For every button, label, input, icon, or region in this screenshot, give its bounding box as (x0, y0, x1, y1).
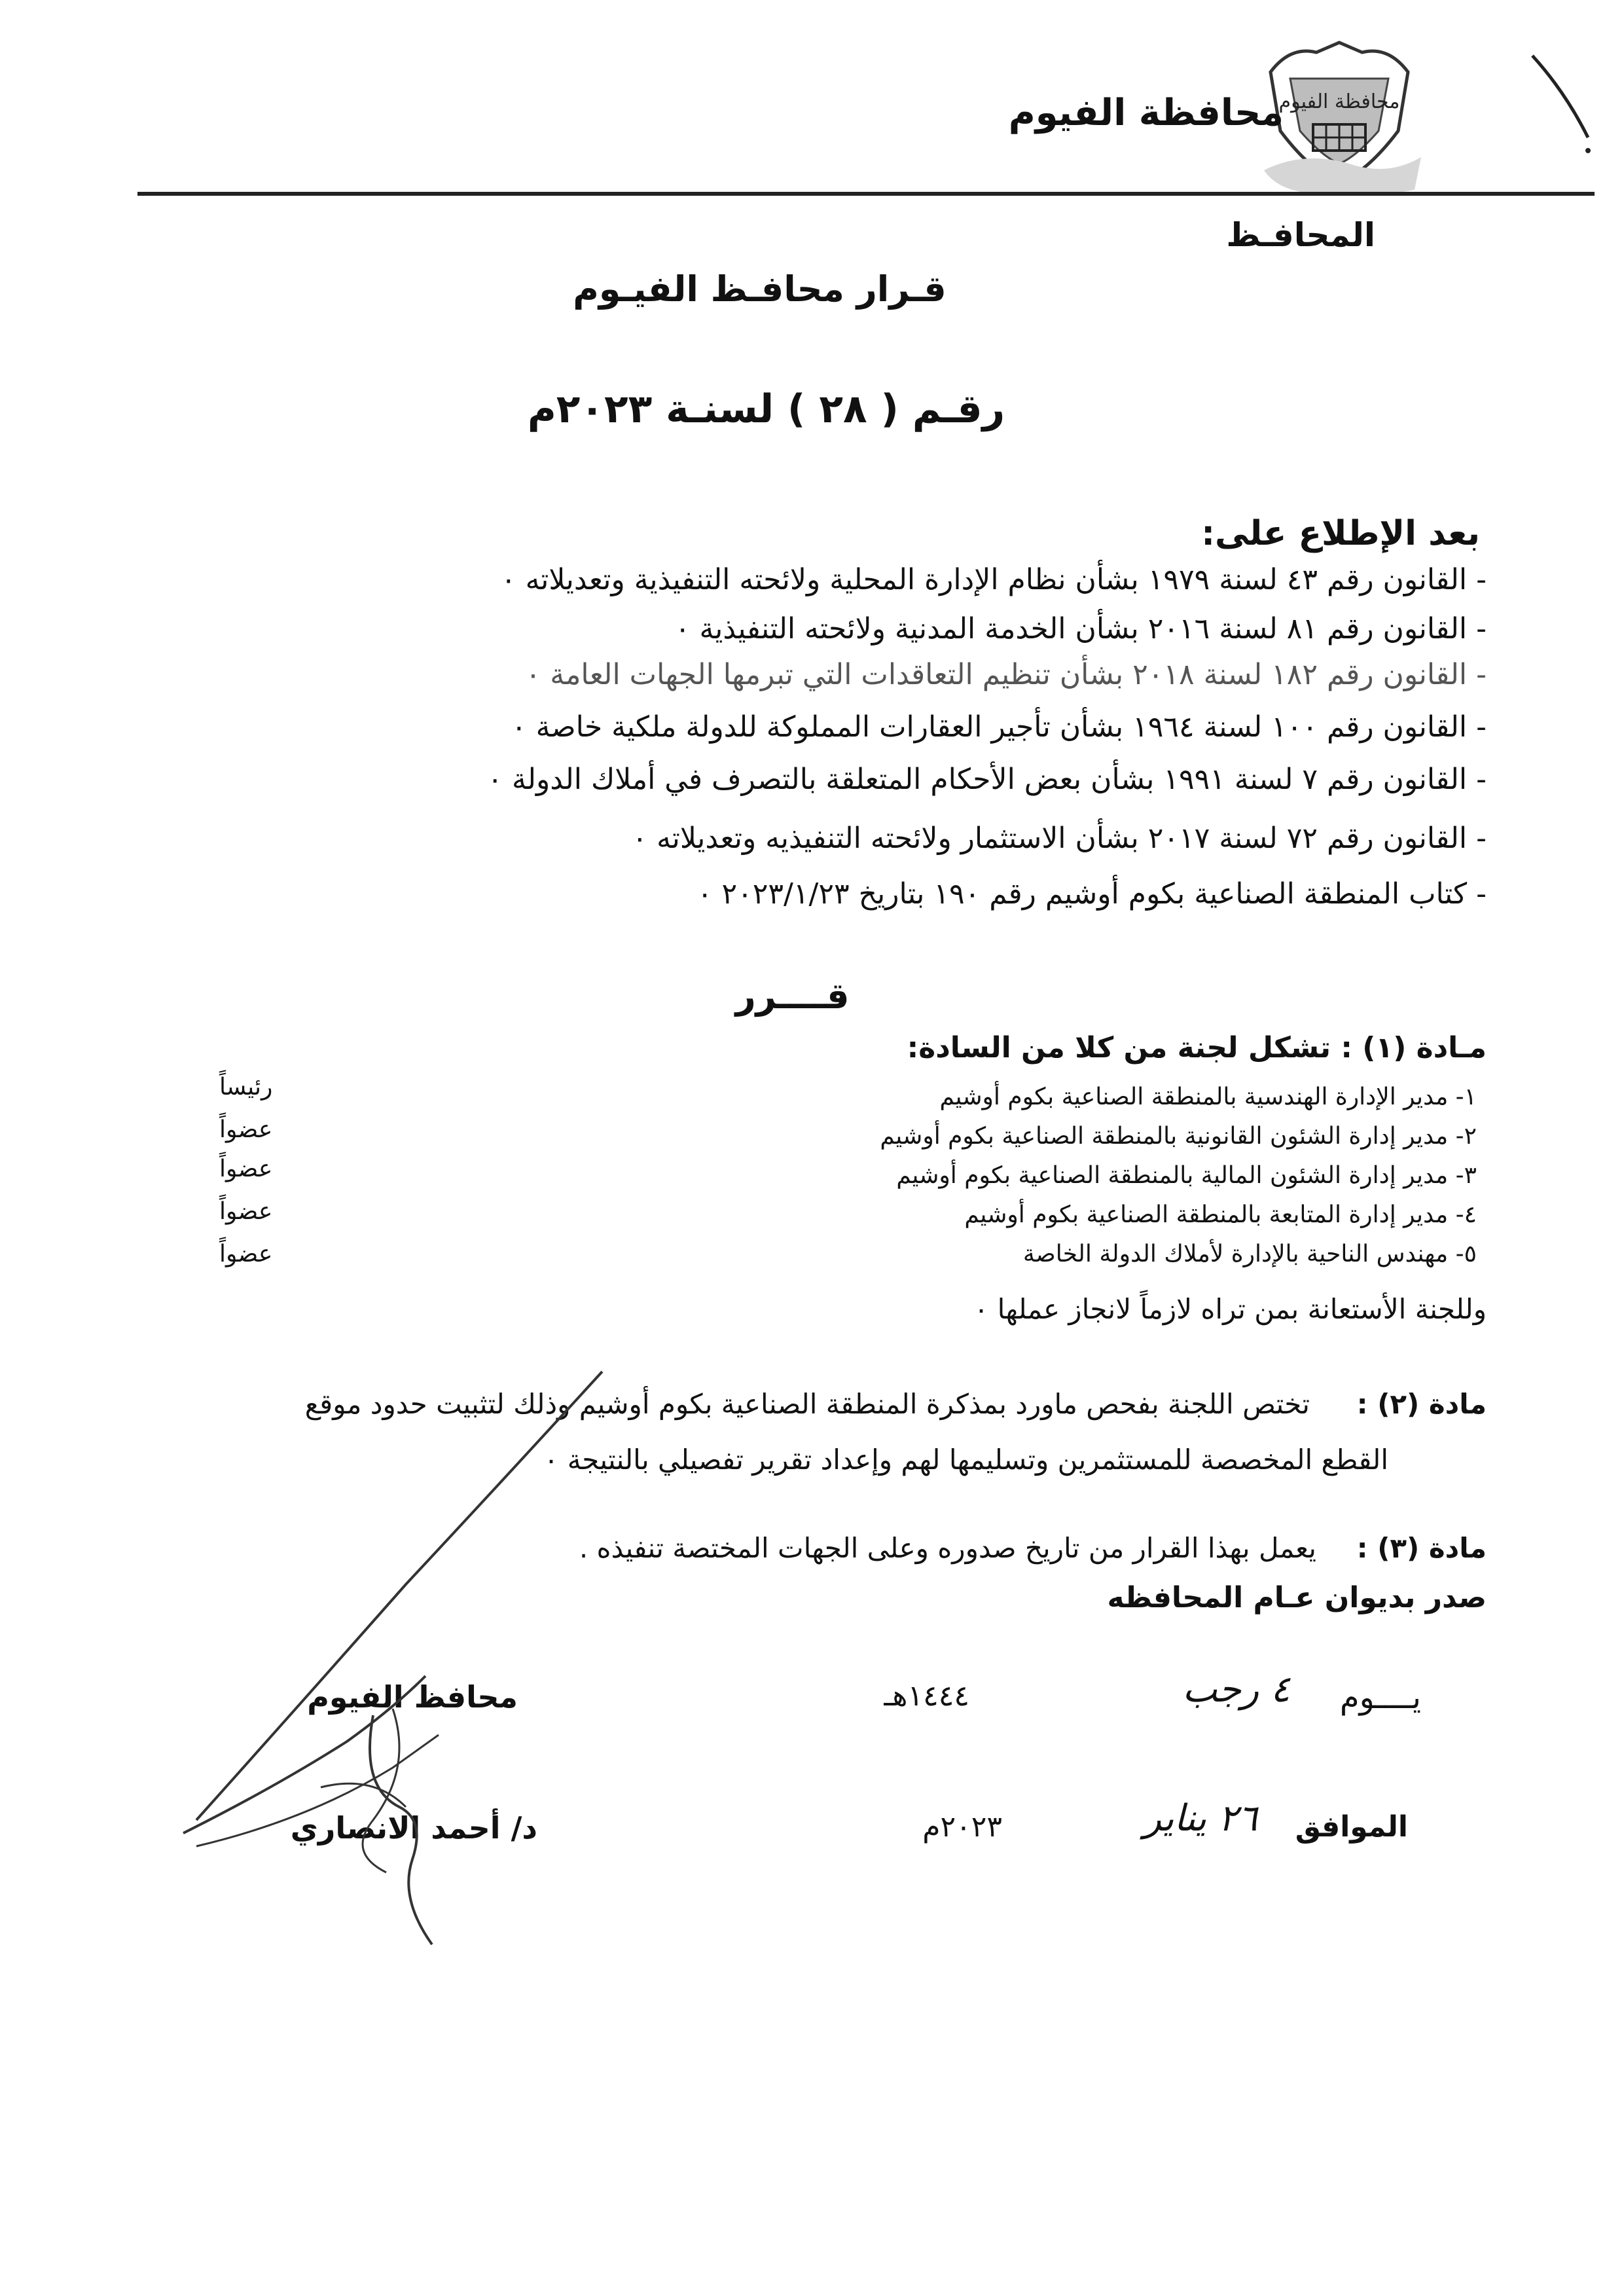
committee-note: وللجنة الأستعانة بمن تراه لازماً لانجاز عملها ٠ (973, 1293, 1487, 1325)
article-2-text: القطع المخصصة للمستثمرين وتسليمها لهم وإعداد تقرير تفصيلي بالنتيجة ٠ (543, 1444, 1388, 1476)
member-name: ٢- مدير إدارة الشئون القانونية بالمنطقة الصناعية بكوم أوشيم (880, 1123, 1477, 1150)
member-role: رئيساً (219, 1074, 273, 1101)
signatory-name: د/ أحمد الانصاري (290, 1810, 537, 1846)
gregorian-label: الموافق (1295, 1810, 1408, 1844)
preamble-heading: بعد الإطلاع على: (1201, 514, 1480, 553)
governorate-name: محافظة الفيوم (1008, 92, 1284, 134)
decree-title: قـرار محافـظ الفيـوم (573, 268, 947, 310)
preamble-item: - القانون رقم ١٠٠ لسنة ١٩٦٤ بشأن تأجير العقارات المملوكة للدولة ملكية خاصة ٠ (511, 710, 1487, 744)
decree-number: رقـم ( ٢٨ ) لسنـة ٢٠٢٣م (527, 386, 1005, 432)
gregorian-year: ٢٠٢٣م (922, 1810, 1002, 1844)
gregorian-date-handwritten: ٢٦ يناير (1144, 1797, 1257, 1840)
logo-text: محافظة الفيوم (1278, 90, 1400, 113)
handwritten-signature (177, 1637, 635, 1964)
member-role: عضواً (219, 1116, 273, 1143)
preamble-item: - كتاب المنطقة الصناعية بكوم أوشيم رقم ١٩٠ بتاريخ ٢٠٢٣/١/٢٣ ٠ (696, 877, 1487, 911)
corner-pen-mark (1526, 46, 1598, 157)
article-1-heading: مـادة (١) : تشكل لجنة من كلا من السادة: (907, 1031, 1487, 1065)
hijri-year: ١٤٤٤هـ (884, 1679, 969, 1713)
decision-heading: قــــرر (735, 975, 850, 1017)
preamble-item: - القانون رقم ١٨٢ لسنة ٢٠١٨ بشأن تنظيم التعاقدات التي تبرمها الجهات العامة ٠ (525, 658, 1487, 691)
article-2-heading: مادة (٢) : (1356, 1388, 1487, 1420)
member-name: ٣- مدير إدارة الشئون المالية بالمنطقة الصناعية بكوم أوشيم (896, 1162, 1477, 1189)
member-role: عضواً (219, 1241, 273, 1267)
preamble-item: - القانون رقم ٧٢ لسنة ٢٠١٧ بشأن الاستثمار ولائحته التنفيذيه وتعديلاته ٠ (632, 822, 1487, 855)
preamble-item: - القانون رقم ٨١ لسنة ٢٠١٦ بشأن الخدمة المدنية ولائحته التنفيذية ٠ (674, 612, 1487, 646)
member-name: ٥- مهندس الناحية بالإدارة لأملاك الدولة الخاصة (1022, 1241, 1477, 1267)
hijri-date-handwritten: ٤ رجب (1182, 1668, 1290, 1711)
member-name: ٤- مدير إدارة المتابعة بالمنطقة الصناعية بكوم أوشيم (964, 1201, 1477, 1228)
issued-at: صدر بديوان عـام المحافظه (1107, 1581, 1487, 1614)
article-2-text: تختص اللجنة بفحص ماورد بمذكرة المنطقة الصناعية بكوم أوشيم وذلك لتثبيت حدود موقع (304, 1388, 1310, 1420)
preamble-item: - القانون رقم ٧ لسنة ١٩٩١ بشأن بعض الأحكام المتعلقة بالتصرف في أملاك الدولة ٠ (487, 763, 1487, 796)
member-role: عضواً (219, 1156, 273, 1182)
day-label: يــــوم (1339, 1679, 1421, 1716)
header-divider (137, 192, 1595, 196)
article-3-heading: مادة (٣) : (1356, 1532, 1487, 1564)
preamble-item: - القانون رقم ٤٣ لسنة ١٩٧٩ بشأن نظام الإدارة المحلية ولائحته التنفيذية وتعديلاته ٠ (500, 563, 1487, 596)
member-role: عضواً (219, 1198, 273, 1225)
article-3-text: يعمل بهذا القرار من تاريخ صدوره وعلى الجهات المختصة تنفيذه . (579, 1532, 1316, 1564)
signatory-title: محافظ الفيوم (307, 1679, 518, 1715)
office-title: المحافـظ (1226, 216, 1375, 254)
member-name: ١- مدير الإدارة الهندسية بالمنطقة الصناعية بكوم أوشيم (939, 1084, 1477, 1110)
